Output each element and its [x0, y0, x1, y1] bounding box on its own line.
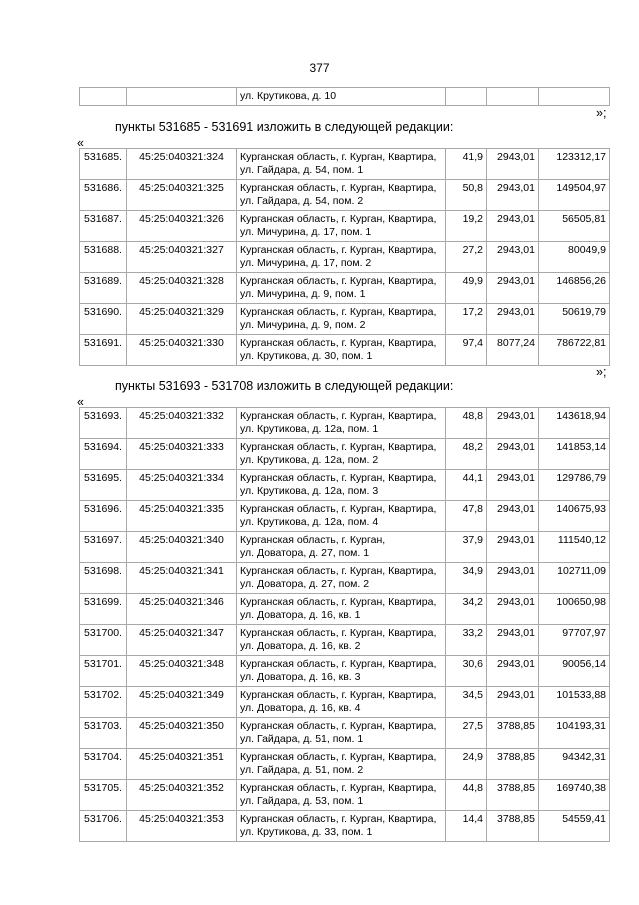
address-line-2: ул. Доватора, д. 16, кв. 2	[240, 639, 361, 652]
table-row	[80, 439, 610, 470]
area-value: 34,9	[446, 563, 487, 594]
unit-price: 2943,01	[487, 594, 539, 625]
section-intro: пункты 531693 - 531708 изложить в следующей редакции:	[115, 379, 454, 393]
address-line-2: ул. Крутикова, д. 12а, пом. 2	[240, 453, 379, 466]
item-number: 531702.	[80, 687, 127, 718]
unit-price: 2943,01	[487, 532, 539, 563]
unit-price: 2943,01	[487, 687, 539, 718]
address-cell	[237, 687, 446, 718]
area-value: 41,9	[446, 149, 487, 180]
address-cell	[237, 501, 446, 532]
unit-price: 2943,01	[487, 180, 539, 211]
address-line-1: Курганская область, г. Курган, Квартира,	[240, 182, 437, 194]
unit-price: 2943,01	[487, 408, 539, 439]
top-table-fragment	[79, 87, 610, 106]
total-value: 169740,38	[539, 780, 610, 811]
unit-price: 8077,24	[487, 335, 539, 366]
unit-price: 3788,85	[487, 749, 539, 780]
total-value: 104193,31	[539, 718, 610, 749]
address-line-2: ул. Доватора, д. 27, пом. 1	[240, 546, 370, 559]
address-cell	[237, 335, 446, 366]
unit-price: 3788,85	[487, 718, 539, 749]
total-value: 141853,14	[539, 439, 610, 470]
total-value: 94342,31	[539, 749, 610, 780]
total-value: 149504,97	[539, 180, 610, 211]
area-value: 30,6	[446, 656, 487, 687]
cadastral-number: 45:25:040321:346	[127, 594, 237, 625]
total-value: 101533,88	[539, 687, 610, 718]
address-line-2: ул. Доватора, д. 16, кв. 4	[240, 701, 361, 714]
cadastral-number: 45:25:040321:335	[127, 501, 237, 532]
table-row	[80, 563, 610, 594]
address-line-1: Курганская область, г. Курган,	[240, 534, 386, 546]
address-line-1: Курганская область, г. Курган, Квартира,	[240, 151, 437, 163]
item-number: 531693.	[80, 408, 127, 439]
total-value: 123312,17	[539, 149, 610, 180]
table-row	[80, 687, 610, 718]
table-row	[80, 273, 610, 304]
item-number: 531704.	[80, 749, 127, 780]
table-row	[80, 408, 610, 439]
table-row	[80, 88, 610, 106]
address-line-2: ул. Мичурина, д. 9, пом. 1	[240, 287, 366, 300]
item-number: 531706.	[80, 811, 127, 842]
address-line-1: Курганская область, г. Курган, Квартира,	[240, 813, 437, 825]
area-value: 33,2	[446, 625, 487, 656]
area-value: 19,2	[446, 211, 487, 242]
address-cell	[237, 625, 446, 656]
cadastral-number: 45:25:040321:351	[127, 749, 237, 780]
address-line-1: Курганская область, г. Курган, Квартира,	[240, 720, 437, 732]
cadastral-number: 45:25:040321:332	[127, 408, 237, 439]
unit-price: 2943,01	[487, 304, 539, 335]
item-number: 531688.	[80, 242, 127, 273]
cadastral-number: 45:25:040321:347	[127, 625, 237, 656]
address-line-2: ул. Крутикова, д. 12а, пом. 3	[240, 484, 379, 497]
cadastral-number: 45:25:040321:325	[127, 180, 237, 211]
address-line-1: Курганская область, г. Курган, Квартира,	[240, 441, 437, 453]
unit-price: 2943,01	[487, 242, 539, 273]
total-value: 143618,94	[539, 408, 610, 439]
close-quote: »;	[596, 106, 607, 120]
item-number: 531695.	[80, 470, 127, 501]
address-cell	[237, 811, 446, 842]
unit-price: 3788,85	[487, 811, 539, 842]
address-cell	[237, 749, 446, 780]
item-number: 531690.	[80, 304, 127, 335]
table-row	[80, 811, 610, 842]
total-value: 90056,14	[539, 656, 610, 687]
area-value: 37,9	[446, 532, 487, 563]
address-cell	[237, 563, 446, 594]
cadastral-number: 45:25:040321:324	[127, 149, 237, 180]
area-value: 49,9	[446, 273, 487, 304]
unit-price: 3788,85	[487, 780, 539, 811]
cadastral-number: 45:25:040321:333	[127, 439, 237, 470]
address-line-2: ул. Мичурина, д. 9, пом. 2	[240, 318, 366, 331]
unit-price: 2943,01	[487, 211, 539, 242]
address-line-1: Курганская область, г. Курган, Квартира,	[240, 213, 437, 225]
cadastral-number: 45:25:040321:353	[127, 811, 237, 842]
unit-price: 2943,01	[487, 470, 539, 501]
total-value: 129786,79	[539, 470, 610, 501]
address-line-1: Курганская область, г. Курган, Квартира,	[240, 337, 437, 349]
address-cell	[237, 470, 446, 501]
item-number: 531698.	[80, 563, 127, 594]
address-cell	[237, 408, 446, 439]
table-row	[80, 625, 610, 656]
address-line-2: ул. Мичурина, д. 17, пом. 1	[240, 225, 372, 238]
area-value: 48,2	[446, 439, 487, 470]
address-line-1: Курганская область, г. Курган, Квартира,	[240, 782, 437, 794]
address-line-2: ул. Мичурина, д. 17, пом. 2	[240, 256, 372, 269]
cadastral-number: 45:25:040321:326	[127, 211, 237, 242]
address-cell	[237, 439, 446, 470]
total-value: 54559,41	[539, 811, 610, 842]
item-number: 531691.	[80, 335, 127, 366]
address-line-1: Курганская область, г. Курган, Квартира,	[240, 565, 437, 577]
area-value: 97,4	[446, 335, 487, 366]
area-value: 44,8	[446, 780, 487, 811]
area-value: 48,8	[446, 408, 487, 439]
total-value: 102711,09	[539, 563, 610, 594]
item-number: 531703.	[80, 718, 127, 749]
address-line-1: Курганская область, г. Курган, Квартира,	[240, 658, 437, 670]
total-value: 140675,93	[539, 501, 610, 532]
table-row	[80, 501, 610, 532]
total-value: 111540,12	[539, 532, 610, 563]
item-number: 531705.	[80, 780, 127, 811]
area-value: 27,5	[446, 718, 487, 749]
area-value: 14,4	[446, 811, 487, 842]
address-line-1: Курганская область, г. Курган, Квартира,	[240, 275, 437, 287]
address-line-2: ул. Крутикова, д. 33, пом. 1	[240, 825, 373, 838]
unit-price: 2943,01	[487, 501, 539, 532]
table-row	[80, 470, 610, 501]
address-cell	[237, 780, 446, 811]
cadastral-number: 45:25:040321:348	[127, 656, 237, 687]
address-line-1: Курганская область, г. Курган, Квартира,	[240, 306, 437, 318]
address-cell	[237, 242, 446, 273]
table-row	[80, 211, 610, 242]
total-value: 786722,81	[539, 335, 610, 366]
table-row	[80, 594, 610, 625]
address-line-2: ул. Гайдара, д. 54, пом. 2	[240, 194, 364, 207]
address-line-1: Курганская область, г. Курган, Квартира,	[240, 503, 437, 515]
unit-price: 2943,01	[487, 273, 539, 304]
item-number: 531697.	[80, 532, 127, 563]
address-line-2: ул. Гайдара, д. 53, пом. 1	[240, 794, 364, 807]
cadastral-number: 45:25:040321:330	[127, 335, 237, 366]
address-cell	[237, 211, 446, 242]
cadastral-number: 45:25:040321:341	[127, 563, 237, 594]
item-number: 531687.	[80, 211, 127, 242]
address-line-2: ул. Гайдара, д. 51, пом. 2	[240, 763, 364, 776]
address-line-2: ул. Доватора, д. 27, пом. 2	[240, 577, 370, 590]
address-line-1: Курганская область, г. Курган, Квартира,	[240, 627, 437, 639]
table-row	[80, 335, 610, 366]
area-value: 17,2	[446, 304, 487, 335]
table-row	[80, 180, 610, 211]
cadastral-number: 45:25:040321:350	[127, 718, 237, 749]
address-cell	[237, 180, 446, 211]
cadastral-number: 45:25:040321:340	[127, 532, 237, 563]
table-row	[80, 532, 610, 563]
cadastral-number: 45:25:040321:328	[127, 273, 237, 304]
unit-price: 2943,01	[487, 149, 539, 180]
area-value: 34,2	[446, 594, 487, 625]
area-value: 24,9	[446, 749, 487, 780]
item-number: 531699.	[80, 594, 127, 625]
address-line-1: Курганская область, г. Курган, Квартира,	[240, 751, 437, 763]
unit-price: 2943,01	[487, 656, 539, 687]
data-table-2	[79, 407, 610, 842]
area-value: 27,2	[446, 242, 487, 273]
address-cell	[237, 304, 446, 335]
area-value: 34,5	[446, 687, 487, 718]
unit-price: 2943,01	[487, 625, 539, 656]
address-cell	[237, 273, 446, 304]
address-line-2: ул. Доватора, д. 16, кв. 1	[240, 608, 361, 621]
item-number: 531685.	[80, 149, 127, 180]
table-row	[80, 149, 610, 180]
total-value: 50619,79	[539, 304, 610, 335]
total-value: 97707,97	[539, 625, 610, 656]
table-row	[80, 780, 610, 811]
address-cell	[237, 718, 446, 749]
address-line-2: ул. Крутикова, д. 12а, пом. 4	[240, 515, 379, 528]
address-line-2: ул. Доватора, д. 16, кв. 3	[240, 670, 361, 683]
cadastral-number: 45:25:040321:329	[127, 304, 237, 335]
item-number: 531689.	[80, 273, 127, 304]
table-row	[80, 304, 610, 335]
address-cell	[237, 594, 446, 625]
total-value: 146856,26	[539, 273, 610, 304]
address-cell	[237, 532, 446, 563]
cadastral-number: 45:25:040321:352	[127, 780, 237, 811]
address-line-1: Курганская область, г. Курган, Квартира,	[240, 689, 437, 701]
area-value: 47,8	[446, 501, 487, 532]
data-table-1	[79, 148, 610, 366]
area-value: 44,1	[446, 470, 487, 501]
cadastral-number: 45:25:040321:334	[127, 470, 237, 501]
item-number: 531694.	[80, 439, 127, 470]
address-line-1: Курганская область, г. Курган, Квартира,	[240, 410, 437, 422]
table-row	[80, 749, 610, 780]
address-line-2: ул. Гайдара, д. 51, пом. 1	[240, 732, 364, 745]
item-number: 531686.	[80, 180, 127, 211]
total-value: 80049,9	[539, 242, 610, 273]
address-line-1: Курганская область, г. Курган, Квартира,	[240, 244, 437, 256]
table-row	[80, 242, 610, 273]
open-quote: «	[77, 136, 84, 150]
page-number: 377	[309, 61, 330, 75]
area-value: 50,8	[446, 180, 487, 211]
item-number: 531701.	[80, 656, 127, 687]
cadastral-number: 45:25:040321:349	[127, 687, 237, 718]
open-quote: «	[77, 395, 84, 409]
item-number: 531700.	[80, 625, 127, 656]
address-cell	[237, 656, 446, 687]
item-number: 531696.	[80, 501, 127, 532]
address-line-2: ул. Крутикова, д. 30, пом. 1	[240, 349, 373, 362]
section-intro: пункты 531685 - 531691 изложить в следующей редакции:	[115, 120, 454, 134]
total-value: 100650,98	[539, 594, 610, 625]
close-quote: »;	[596, 365, 607, 379]
cadastral-number: 45:25:040321:327	[127, 242, 237, 273]
table-row	[80, 656, 610, 687]
address-line-1: Курганская область, г. Курган, Квартира,	[240, 472, 437, 484]
address-cell: ул. Крутикова, д. 10	[237, 88, 446, 106]
address-line-2: ул. Гайдара, д. 54, пом. 1	[240, 163, 364, 176]
address-line-1: Курганская область, г. Курган, Квартира,	[240, 596, 437, 608]
unit-price: 2943,01	[487, 563, 539, 594]
unit-price: 2943,01	[487, 439, 539, 470]
table-row	[80, 718, 610, 749]
address-cell	[237, 149, 446, 180]
total-value: 56505,81	[539, 211, 610, 242]
address-line-2: ул. Крутикова, д. 12а, пом. 1	[240, 422, 379, 435]
